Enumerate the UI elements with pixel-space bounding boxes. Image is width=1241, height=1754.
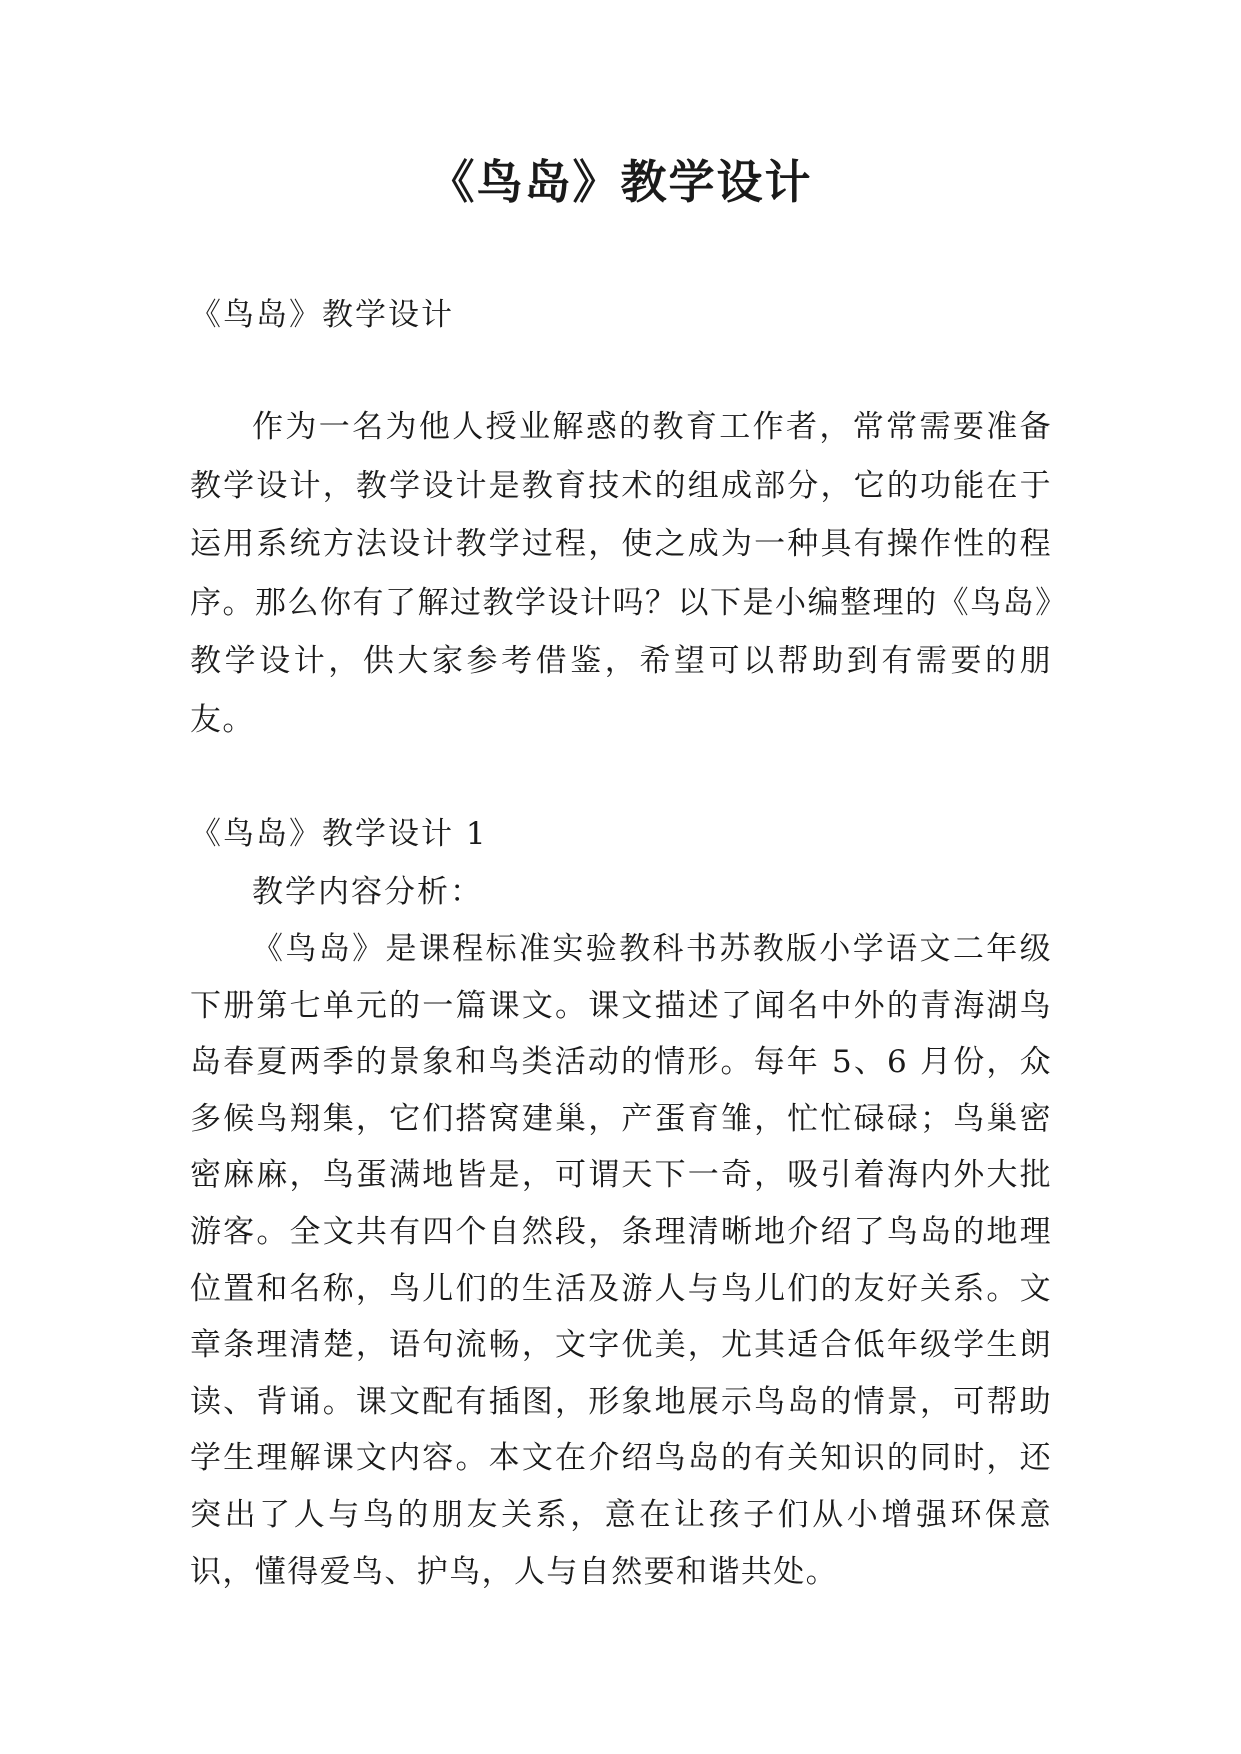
document-subtitle: 《鸟岛》教学设计 — [190, 297, 454, 333]
section-label: 教学内容分析： — [252, 874, 483, 910]
document-title: 《鸟岛》教学设计 — [428, 155, 813, 209]
section-body-paragraph: 《鸟岛》是课程标准实验教科书苏教版小学语文二年级下册第七单元的一篇课文。课文描述了闻名中外的青海湖鸟岛春夏两季的景象和鸟类活动的情形。每年 5、6 月份，众多候鸟翔集，它们搭窝建巢，产蛋育雏，忙忙碌碌；鸟巢密密麻麻，鸟蛋满地皆是，可谓天下一奇，吸引着海内外大批游客。全文共有四个自然段，条理清晰地介绍了鸟岛的地理位置和名称，鸟儿们的生活及游人与鸟儿们的友好关系。文章条理清楚，语句流畅，文字优美，尤其适合低年级学生朗读、背诵。课文配有插图，形象地展示鸟岛的情景，可帮助学生理解课文内容。本文在介绍鸟岛的有关知识的同时，还突出了人与鸟的朋友关系，意在让孩子们从小增强环保意识，懂得爱鸟、护鸟，人与自然要和谐共处。 — [190, 931, 1052, 1590]
section-heading: 《鸟岛》教学设计 1 — [190, 816, 488, 852]
document-content — [190, 286, 1052, 1600]
intro-paragraph: 作为一名为他人授业解惑的教育工作者，常常需要准备教学设计，教学设计是教育技术的组成部分，它的功能在于运用系统方法设计教学过程，使之成为一种具有操作性的程序。那么你有了解过教学设计吗？以下是小编整理的《鸟岛》教学设计，供大家参考借鉴，希望可以帮助到有需要的朋友。 — [190, 409, 1052, 738]
